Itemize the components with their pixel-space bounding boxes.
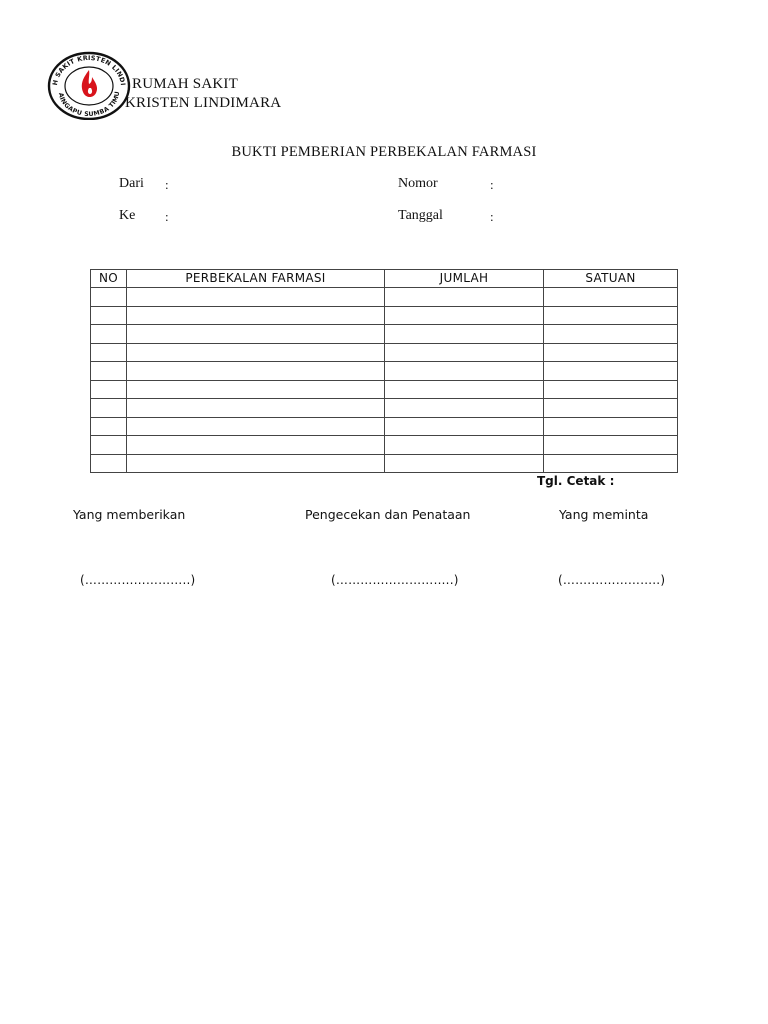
from-label: Dari xyxy=(119,176,144,191)
cell-unit xyxy=(544,454,678,473)
cell-item xyxy=(127,343,385,362)
cell-unit xyxy=(544,288,678,307)
signature-role-requester: Yang meminta xyxy=(559,507,649,522)
cell-unit xyxy=(544,306,678,325)
cell-unit xyxy=(544,436,678,455)
cell-no xyxy=(91,380,127,399)
cell-unit xyxy=(544,417,678,436)
cell-unit xyxy=(544,343,678,362)
signature-role-giver: Yang memberikan xyxy=(73,507,186,522)
signature-line-requester: (…….……………..) xyxy=(558,573,666,587)
table-row xyxy=(91,417,678,436)
table-row xyxy=(91,325,678,344)
cell-no xyxy=(91,454,127,473)
cell-no xyxy=(91,288,127,307)
cell-item xyxy=(127,399,385,418)
cell-item xyxy=(127,454,385,473)
cell-no xyxy=(91,362,127,381)
table-row xyxy=(91,306,678,325)
signature-role-checker: Pengecekan dan Penataan xyxy=(305,507,471,522)
table-header-row xyxy=(91,270,678,288)
cell-item xyxy=(127,362,385,381)
cell-quantity xyxy=(385,325,544,344)
cell-item xyxy=(127,380,385,399)
to-label: Ke xyxy=(119,208,136,223)
svg-text:WAINGAPU SUMBA TIMUR: AINGAPU SUMBA TIMU xyxy=(56,90,122,119)
cell-quantity xyxy=(385,399,544,418)
cell-no xyxy=(91,399,127,418)
cell-no xyxy=(91,343,127,362)
header-unit: SATUAN xyxy=(544,270,678,288)
table-row xyxy=(91,436,678,455)
signature-line-giver: (……………………..) xyxy=(80,573,196,587)
svg-text:RUMAH SAKIT KRISTEN LINDIMARA: H SAKIT KRISTEN LINDI xyxy=(50,53,127,87)
cell-quantity xyxy=(385,343,544,362)
date-label: Tanggal xyxy=(398,208,443,223)
document-title: BUKTI PEMBERIAN PERBEKALAN FARMASI xyxy=(231,144,537,160)
cell-item xyxy=(127,288,385,307)
date-colon: : xyxy=(490,209,494,224)
print-date-label: Tgl. Cetak : xyxy=(537,474,615,488)
cell-quantity xyxy=(385,380,544,399)
cell-quantity xyxy=(385,362,544,381)
cell-unit xyxy=(544,362,678,381)
cell-no xyxy=(91,417,127,436)
table-body xyxy=(91,288,678,473)
from-colon: : xyxy=(165,177,169,192)
signature-line-checker: (………………………..) xyxy=(331,573,459,587)
cell-no xyxy=(91,325,127,344)
header-quantity: JUMLAH xyxy=(385,270,544,288)
table-row xyxy=(91,362,678,381)
cell-quantity xyxy=(385,288,544,307)
cell-item xyxy=(127,306,385,325)
cell-quantity xyxy=(385,454,544,473)
cell-item xyxy=(127,436,385,455)
organization-name-line1: RUMAH SAKIT xyxy=(132,76,238,92)
header-item: PERBEKALAN FARMASI xyxy=(127,270,385,288)
table-row xyxy=(91,343,678,362)
cell-item xyxy=(127,325,385,344)
table-row xyxy=(91,399,678,418)
cell-quantity xyxy=(385,417,544,436)
number-colon: : xyxy=(490,177,494,192)
cell-unit xyxy=(544,380,678,399)
table-row xyxy=(91,454,678,473)
cell-unit xyxy=(544,399,678,418)
header-no: NO xyxy=(91,270,127,288)
hospital-logo xyxy=(47,50,131,120)
cell-quantity xyxy=(385,306,544,325)
items-table xyxy=(90,269,678,473)
cell-no xyxy=(91,436,127,455)
table-row xyxy=(91,288,678,307)
organization-name-line2: KRISTEN LINDIMARA xyxy=(125,95,282,111)
to-colon: : xyxy=(165,209,169,224)
cell-unit xyxy=(544,325,678,344)
cell-quantity xyxy=(385,436,544,455)
cell-item xyxy=(127,417,385,436)
number-label: Nomor xyxy=(398,176,438,191)
cell-no xyxy=(91,306,127,325)
table-row xyxy=(91,380,678,399)
